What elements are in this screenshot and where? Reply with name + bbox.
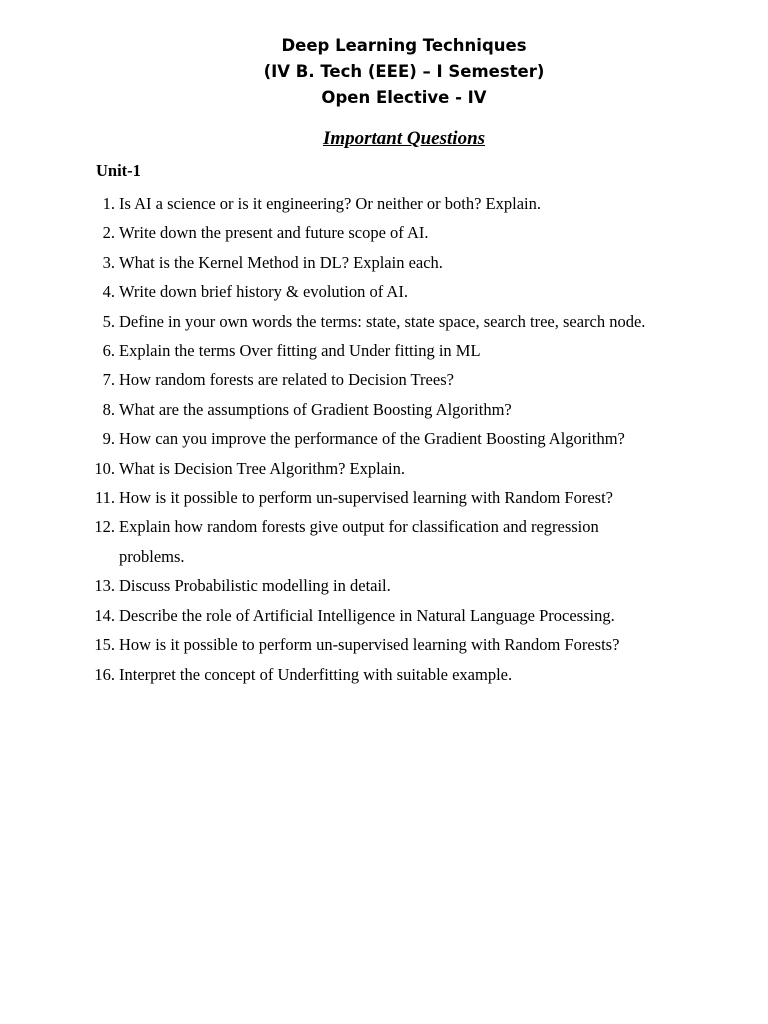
section-title: Important Questions (322, 128, 486, 149)
question-text: What is the Kernel Method in DL? Explain each. (119, 252, 443, 272)
question-item (0, 395, 768, 424)
question-text: Interpret the concept of Underfitting with suitable example. (119, 664, 513, 684)
question-number: 3. (102, 252, 115, 272)
question-item (0, 483, 768, 512)
question-number: 1. (102, 194, 115, 213)
question-item (0, 601, 768, 630)
question-text: What is Decision Tree Algorithm? Explain. (119, 458, 405, 478)
question-number: 5. (102, 311, 115, 331)
question-number: 2. (102, 223, 115, 243)
question-number: 15. (94, 635, 115, 655)
question-number: 9. (102, 429, 115, 449)
question-text: Discuss Probabilistic modelling in detail. (119, 576, 391, 596)
question-list (0, 189, 768, 689)
unit-heading: Unit-1 (96, 161, 141, 180)
question-item (0, 424, 768, 453)
question-number: 13. (94, 576, 115, 596)
question-item (0, 277, 768, 306)
question-item (0, 571, 768, 600)
question-number: 11. (94, 488, 115, 508)
question-item (0, 218, 768, 247)
question-item (0, 660, 768, 689)
question-number: 4. (102, 282, 115, 302)
question-number: 16. (94, 664, 115, 684)
question-text: Explain how random forests give output for classification and regression problems. (119, 517, 599, 566)
question-number: 7. (102, 370, 115, 390)
question-text: How is it possible to perform un-supervised learning with Random Forests? (119, 635, 620, 655)
question-text: Write down brief history & evolution of AI. (119, 282, 408, 302)
question-number: 10. (94, 458, 115, 478)
question-number: 12. (94, 517, 115, 537)
question-text: Write down the present and future scope of AI. (119, 223, 429, 243)
question-text: How random forests are related to Decision Trees? (119, 370, 454, 390)
question-item (0, 512, 768, 571)
question-text: What are the assumptions of Gradient Boosting Algorithm? (119, 399, 512, 419)
question-text: Define in your own words the terms: state, state space, search tree, search node. (119, 311, 646, 331)
question-text: Explain the terms Over fitting and Under fitting in ML (119, 341, 481, 361)
question-item (0, 365, 768, 394)
question-number: 6. (102, 341, 115, 361)
question-item (0, 630, 768, 659)
question-number: 8. (102, 399, 115, 419)
course-elective: Open Elective - IV (321, 88, 487, 107)
question-item (0, 189, 768, 218)
question-item (0, 336, 768, 365)
document-header (0, 33, 768, 111)
question-number: 14. (94, 605, 115, 625)
question-item (0, 307, 768, 336)
question-text: How can you improve the performance of the Gradient Boosting Algorithm? (119, 429, 625, 449)
question-text: Is AI a science or is it engineering? Or neither or both? Explain. (119, 194, 541, 213)
question-item (0, 454, 768, 483)
question-text: How is it possible to perform un-supervised learning with Random Forest? (119, 488, 614, 508)
question-item (0, 248, 768, 277)
question-text: Describe the role of Artificial Intelligence in Natural Language Processing. (119, 605, 615, 625)
course-title: Deep Learning Techniques (281, 36, 527, 55)
course-program: (IV B. Tech (EEE) – I Semester) (263, 62, 545, 81)
